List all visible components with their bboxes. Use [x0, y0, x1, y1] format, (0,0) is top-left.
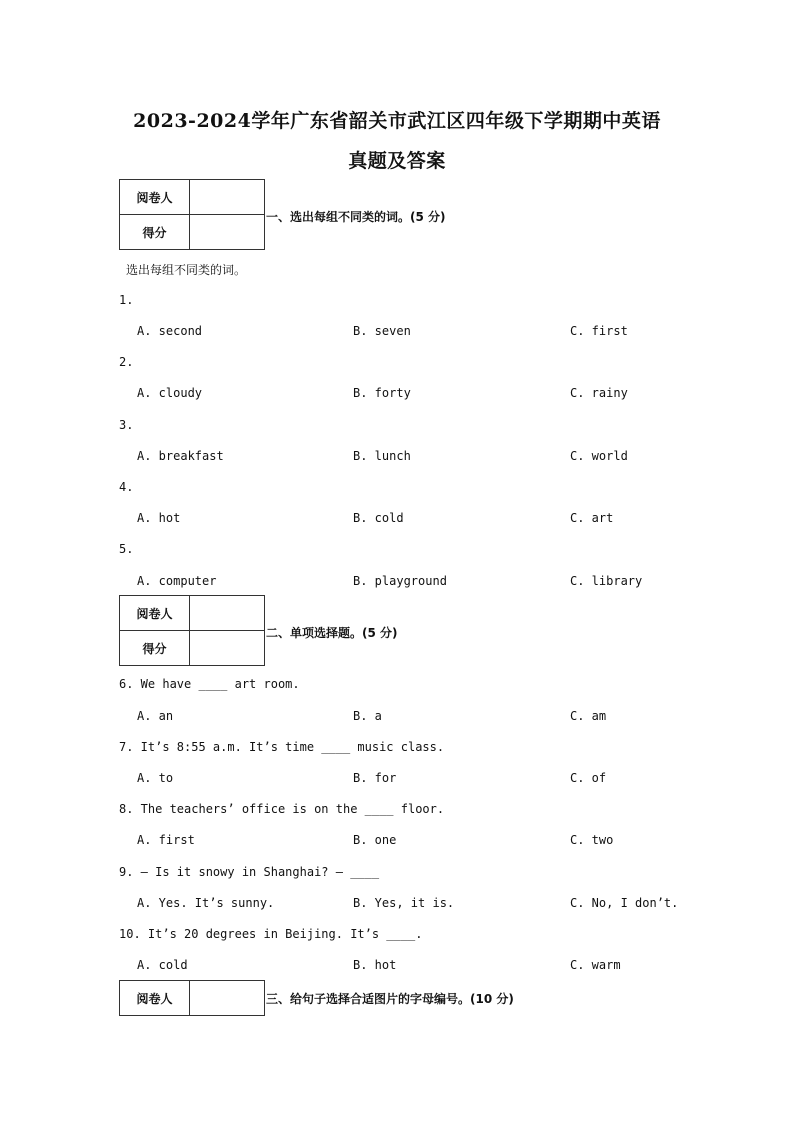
score-box-2 [119, 595, 265, 666]
question-number: 4. [119, 480, 134, 494]
option-b: B. cold [353, 511, 404, 525]
grader-label: 阅卷人 [120, 180, 190, 215]
question-stem: 7. It’s 8:55 a.m. It’s time ____ music class. [119, 740, 445, 754]
section1-heading: 一、选出每组不同类的词。(5 分) [266, 210, 446, 224]
page-title-line2: 真题及答案 [348, 150, 446, 172]
option-b: B. one [353, 833, 397, 847]
section1-instruction: 选出每组不同类的词。 [126, 263, 247, 277]
question-number: 3. [119, 418, 134, 432]
option-b: B. forty [353, 386, 411, 400]
option-c: C. rainy [570, 386, 628, 400]
page-title: 2023-2024学年广东省韶关市武江区四年级下学期期中英语 [133, 110, 661, 132]
question-number: 5. [119, 542, 134, 556]
score-box-3 [119, 980, 265, 1016]
score-label: 得分 [120, 631, 190, 666]
section2-heading: 二、单项选择题。(5 分) [266, 626, 398, 640]
grader-cell [190, 981, 265, 1016]
option-a: A. cold [137, 958, 188, 972]
option-a: A. first [137, 833, 195, 847]
option-c: C. warm [570, 958, 621, 972]
score-box-1 [119, 179, 265, 250]
question-number: 2. [119, 355, 134, 369]
option-b: B. hot [353, 958, 397, 972]
option-c: C. No, I don’t. [570, 896, 679, 910]
question-stem: 10. It’s 20 degrees in Beijing. It’s ____. [119, 927, 423, 941]
option-b: B. Yes, it is. [353, 896, 455, 910]
option-a: A. breakfast [137, 449, 224, 463]
option-b: B. playground [353, 574, 447, 588]
option-c: C. world [570, 449, 628, 463]
option-b: B. seven [353, 324, 411, 338]
option-a: A. an [137, 709, 174, 723]
score-cell [190, 631, 265, 666]
grader-label: 阅卷人 [120, 596, 190, 631]
grader-label: 阅卷人 [120, 981, 190, 1016]
option-c: C. library [570, 574, 643, 588]
score-label: 得分 [120, 215, 190, 250]
section3-heading: 三、给句子选择合适图片的字母编号。(10 分) [266, 992, 514, 1006]
option-a: A. Yes. It’s sunny. [137, 896, 275, 910]
grader-cell [190, 180, 265, 215]
option-c: C. am [570, 709, 607, 723]
option-c: C. of [570, 771, 607, 785]
option-b: B. lunch [353, 449, 411, 463]
question-stem: 6. We have ____ art room. [119, 677, 300, 691]
question-stem: 9. — Is it snowy in Shanghai? — ____ [119, 865, 380, 879]
question-number: 1. [119, 293, 134, 307]
grader-cell [190, 596, 265, 631]
option-a: A. cloudy [137, 386, 203, 400]
option-b: B. a [353, 709, 382, 723]
option-a: A. second [137, 324, 203, 338]
question-stem: 8. The teachers’ office is on the ____ floor. [119, 802, 445, 816]
option-c: C. two [570, 833, 614, 847]
option-b: B. for [353, 771, 397, 785]
option-c: C. art [570, 511, 614, 525]
option-c: C. first [570, 324, 628, 338]
option-a: A. computer [137, 574, 217, 588]
option-a: A. hot [137, 511, 181, 525]
option-a: A. to [137, 771, 174, 785]
score-cell [190, 215, 265, 250]
